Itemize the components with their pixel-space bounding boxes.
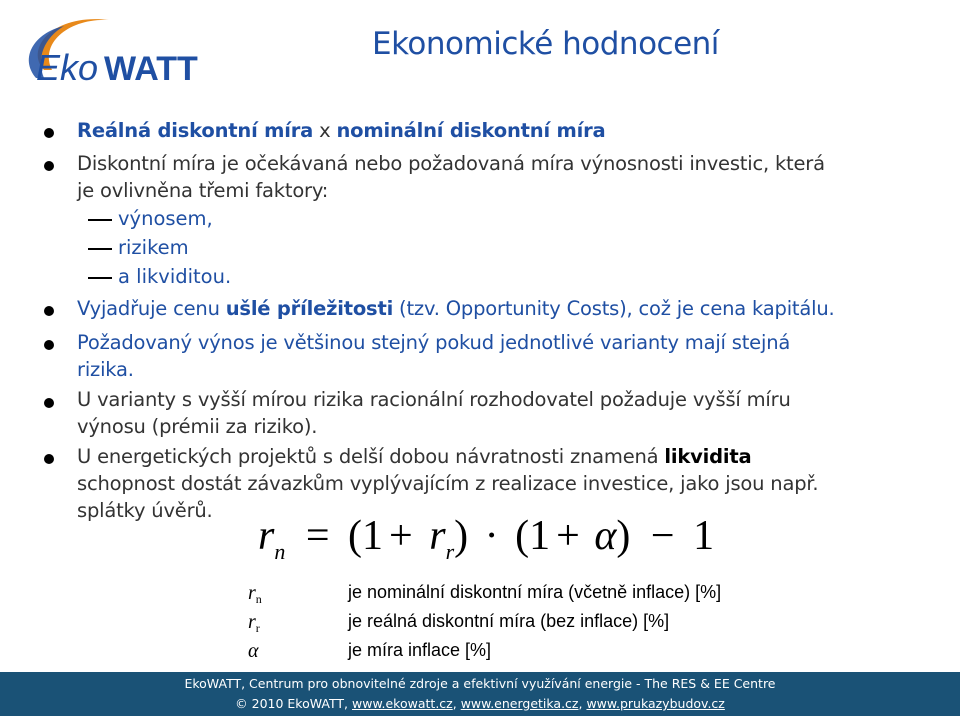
bullet-4-line1: Požadovaný výnos je většinou stejný pokud jednotlivé varianty mají stejná [77,331,791,354]
sub-item-yield: výnosem, [118,207,213,230]
fisher-formula: $r_n = (1 + r_r) \cdot (1 + \alpha) - 1$ [258,513,715,564]
nominal-rate-text: nominální diskontní míra [336,119,606,142]
dash-marker [88,277,112,279]
slide-title: Ekonomické hodnocení [372,26,719,62]
dash-marker [88,248,112,250]
bullet-dot [44,161,54,171]
bullet-5-line2: výnosu (prémii za riziko). [77,415,318,438]
bullet-2-line2: je ovlivněna třemi faktory: [77,179,329,202]
opportunity-bold: ušlé příležitosti [225,297,394,320]
link-prukazybudov[interactable]: www.prukazybudov.cz [586,696,725,711]
sub-item-risk: rizikem [118,236,189,259]
bullet-6-line2: schopnost dostát závazkům vyplývajícím z realizace investice, jako jsou např. [77,472,819,495]
link-energetika[interactable]: www.energetika.cz [460,696,579,711]
footer-line-1: EkoWATT, Centrum pro obnovitelné zdroje a efektivní využívání energie - The RES & EE Centre [184,676,776,691]
legend-text-alpha: je míra inflace [%] [348,640,492,660]
logo-eko-text: Eko [36,47,99,88]
bullet-5-line1: U varianty s vyšší mírou rizika racionální rozhodovatel požaduje vyšší míru [77,388,791,411]
link-ekowatt[interactable]: www.ekowatt.cz [352,696,453,711]
real-rate-text: Reálná diskontní míra [77,119,314,142]
legend-symbol-alpha: α [248,640,259,662]
bullet-6-line3: splátky úvěrů. [77,499,213,522]
sub-item-liquidity: a likviditou. [118,265,232,288]
ekowatt-logo [14,8,254,108]
bullet-4-line2: rizika. [77,358,134,381]
legend-symbol-rr: $r_r$ [248,611,260,635]
footer-bar [0,672,960,716]
bullet-2-line1: Diskontní míra je očekávaná nebo požadovaná míra výnosnosti investic, která [77,152,825,175]
bullet-3: Vyjadřuje cenu ušlé příležitosti (tzv. Opportunity Costs), což je cena kapitálu. [77,297,835,320]
footer-line-2: © 2010 EkoWATT, www.ekowatt.cz, www.energetika.cz, www.prukazybudov.cz [235,696,725,711]
legend-symbol-rn: $r_n$ [248,582,262,606]
legend-text-rr: je reálná diskontní míra (bez inflace) [%] [348,611,670,631]
liquidity-bold: likvidita [664,445,752,468]
bullet-dot [44,306,54,316]
dash-marker [88,219,112,221]
bullet-dot [44,128,54,138]
legend-text-rn: je nominální diskontní míra (včetně inflace) [%] [348,582,722,602]
bullet-6-line1: U energetických projektů s delší dobou návratnosti znamená likvidita [77,445,752,468]
bullet-1 [77,118,606,144]
bullet-dot [44,398,54,408]
versus-text: x [313,119,337,142]
bullet-dot [44,340,54,350]
logo-watt-text: WATT [104,50,198,88]
bullet-dot [44,454,54,464]
